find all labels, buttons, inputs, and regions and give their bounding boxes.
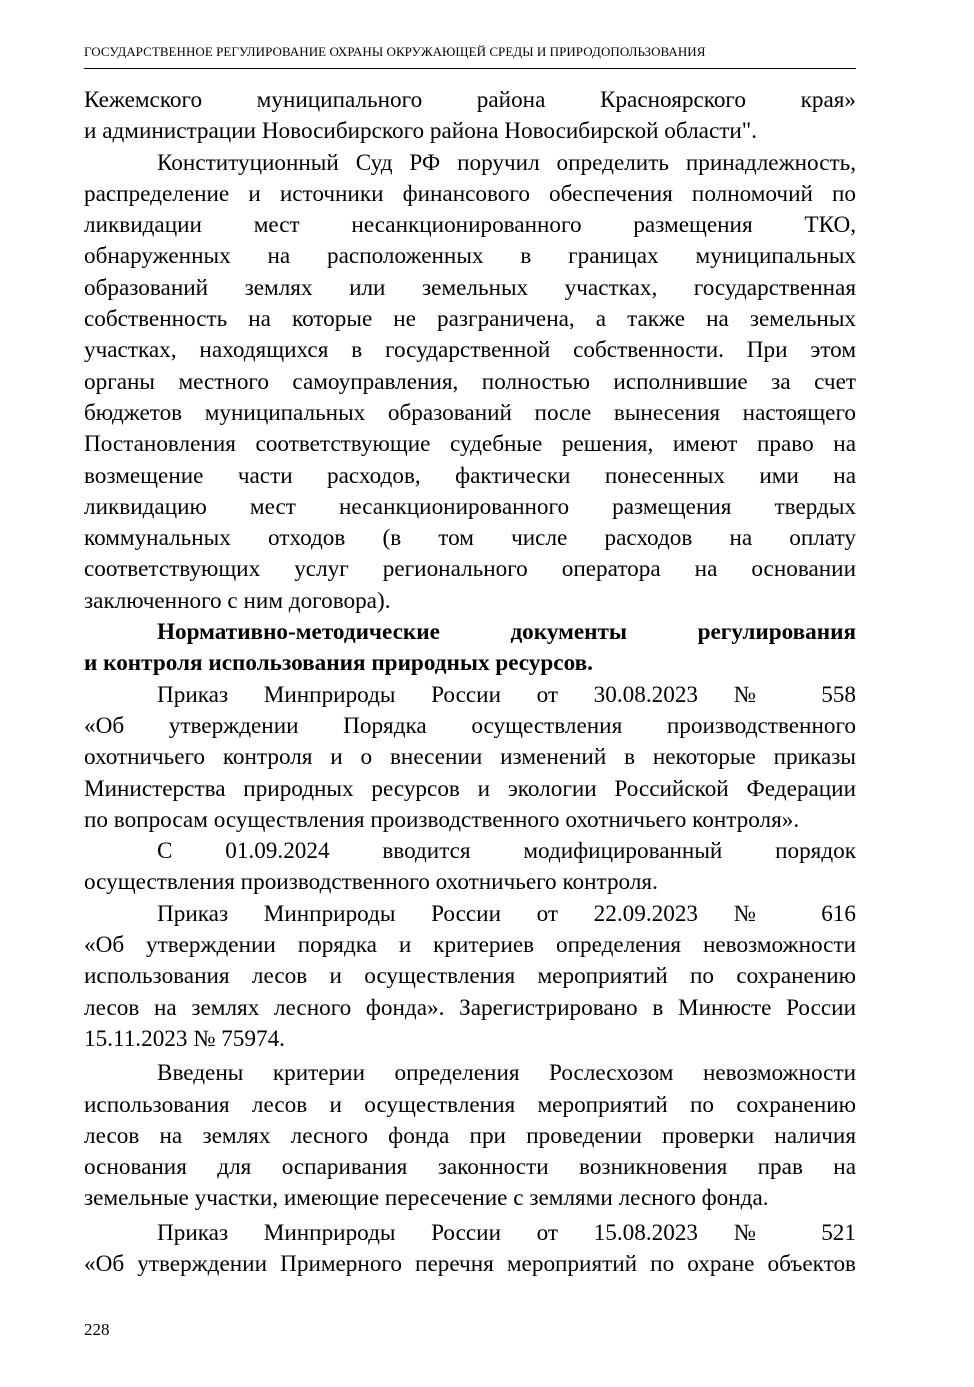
- text-line: Министерства природных ресурсов и экологии Российской Федерации: [84, 775, 856, 802]
- text-line: лесов на землях лесного фонда». Зарегистрировано в Минюсте России: [84, 994, 856, 1021]
- text-line: Кежемского муниципального района Красноярского края»: [84, 87, 856, 113]
- paragraph-order-521: [84, 1218, 856, 1281]
- running-head: ГОСУДАРСТВЕННОЕ РЕГУЛИРОВАНИЕ ОХРАНЫ ОКРУЖАЮЩЕЙ СРЕДЫ И ПРИРОДОПОЛЬЗОВАНИЯ: [84, 44, 706, 59]
- paragraph-order-558: [84, 680, 856, 836]
- text-line: охотничьего контроля и о внесении изменений в некоторые приказы: [84, 744, 856, 771]
- text-line: органы местного самоуправления, полностью исполнившие за счет: [84, 368, 856, 395]
- text-line: соответствующих услуг регионального оператора на основании: [84, 556, 856, 583]
- section-heading: [84, 617, 856, 680]
- text-line: участках, находящихся в государственной собственности. При этом: [84, 337, 856, 364]
- text-line: лесов на землях лесного фонда при проведении проверки наличия: [84, 1122, 856, 1149]
- page-number: 228: [84, 1320, 110, 1339]
- text-line: собственность на которые не разграничена, а также на земельных: [84, 306, 856, 333]
- text-line: бюджетов муниципальных образований после вынесения настоящего: [84, 399, 856, 426]
- text-line: ликвидации мест несанкционированного размещения ТКО,: [84, 212, 856, 239]
- text-line: Введены критерии определения Рослесхозом невозможности: [157, 1060, 856, 1087]
- text-line: ликвидацию мест несанкционированного размещения твердых: [84, 493, 856, 520]
- text-line: коммунальных отходов (в том числе расходов на оплату: [84, 525, 856, 552]
- paragraph-order-616: [84, 899, 856, 1055]
- text-line: обнаруженных на расположенных в границах муниципальных: [84, 243, 856, 270]
- text-line: и администрации Новосибирского района Новосибирской области".: [84, 118, 758, 145]
- text-line: распределение и источники финансового обеспечения полномочий по: [84, 180, 856, 207]
- text-line: 15.11.2023 № 75974.: [84, 1025, 285, 1052]
- text-line: Постановления соответствующие судебные решения, имеют право на: [84, 431, 856, 458]
- heading-line: Нормативно-методические документы регулирования: [157, 619, 856, 646]
- text-line: Приказ Минприроды России от 22.09.2023 № 616: [157, 900, 856, 927]
- text-line: осуществления производственного охотничьего контроля.: [84, 869, 658, 896]
- text-line: «Об утверждении Примерного перечня мероприятий по охране объектов: [84, 1250, 856, 1277]
- text-line: использования лесов и осуществления мероприятий по сохранению: [84, 1091, 856, 1118]
- text-line: Приказ Минприроды России от 30.08.2023 № 558: [157, 681, 856, 708]
- text-line: основания для оспаривания законности возникновения прав на: [84, 1154, 856, 1181]
- text-line: С 01.09.2024 вводится модифицированный порядок: [157, 838, 856, 865]
- heading-line: и контроля использования природных ресурсов.: [84, 650, 593, 677]
- text-line: образований землях или земельных участках, государственная: [84, 274, 856, 301]
- text-line: «Об утверждении Порядка осуществления производственного: [84, 712, 856, 739]
- text-line: возмещение части расходов, фактически понесенных ими на: [84, 462, 856, 489]
- text-line: Приказ Минприроды России от 15.08.2023 № 521: [157, 1219, 856, 1246]
- text-line: заключенного с ним договора).: [84, 587, 391, 614]
- paragraph-order-558-note: [84, 836, 856, 899]
- text-line: Конституционный Суд РФ поручил определить принадлежность,: [157, 149, 856, 176]
- body-text: [84, 85, 856, 1280]
- text-line: «Об утверждении порядка и критериев определения невозможности: [84, 932, 856, 959]
- text-line: земельные участки, имеющие пересечение с землями лесного фонда.: [84, 1185, 769, 1212]
- paragraph-order-616-note: [84, 1058, 856, 1214]
- text-line: по вопросам осуществления производственного охотничьего контроля».: [84, 806, 800, 833]
- paragraph-constitutional-court: [84, 148, 856, 617]
- paragraph-continuation: [84, 85, 856, 148]
- text-line: использования лесов и осуществления мероприятий по сохранению: [84, 963, 856, 990]
- header-rule: [84, 68, 856, 69]
